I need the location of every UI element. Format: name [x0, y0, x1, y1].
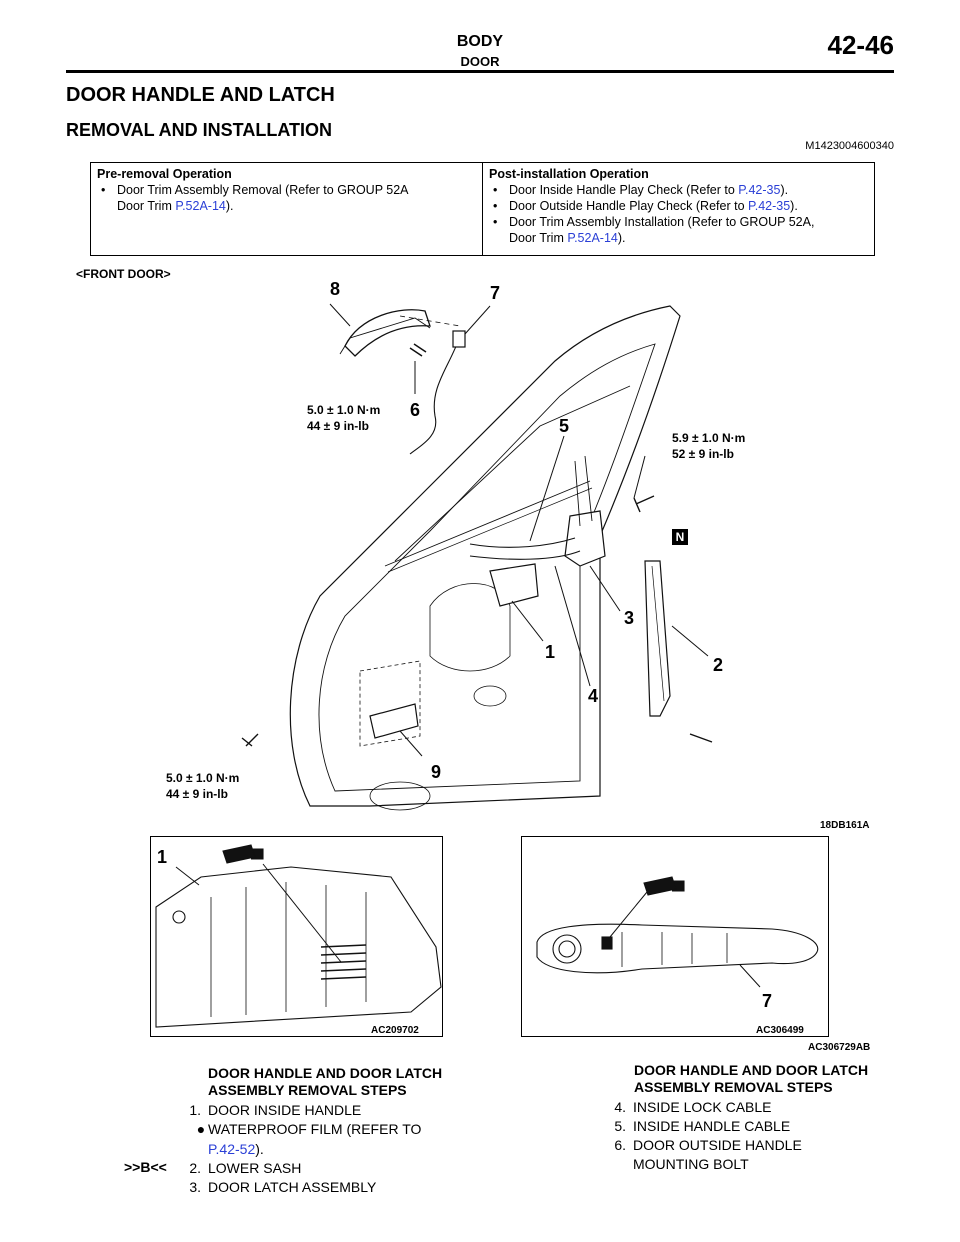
bullet-icon: • — [493, 183, 498, 197]
outside-handle-ribs — [622, 932, 727, 967]
post-item-text: Door Outside Handle Play Check (Refer to — [509, 199, 748, 213]
post-item-line1: Door Trim Assembly Installation (Refer to GROUP 52A, — [509, 215, 815, 229]
bullet-icon: • — [101, 183, 106, 197]
pre-removal-heading: Pre-removal Operation — [97, 167, 232, 181]
inside-handle-spring — [321, 945, 366, 979]
post-item-text: Door Trim — [509, 231, 568, 245]
inside-handle — [490, 564, 538, 606]
step-item — [606, 1136, 906, 1154]
post-item-line2 — [509, 230, 868, 246]
post-item-suffix: ). — [780, 183, 789, 197]
post-item-suffix: ). — [790, 199, 798, 213]
bullet-suffix: ). — [255, 1141, 264, 1157]
step-number: 6. — [614, 1137, 626, 1153]
latch-assembly — [565, 511, 605, 566]
sash-bolt — [690, 734, 712, 742]
grease-tube-icon — [223, 845, 263, 863]
step-item — [606, 1098, 906, 1116]
inside-handle-cable — [470, 551, 580, 559]
step-number: 3. — [189, 1179, 201, 1195]
callout-6: 6 — [410, 400, 421, 420]
inside-handle-body — [156, 867, 441, 1027]
callout-2: 2 — [713, 655, 724, 675]
post-item-link[interactable]: P.42-35 — [748, 199, 791, 213]
outside-handle-frame — [537, 924, 818, 973]
grease-tube-icon — [644, 877, 684, 895]
pre-item-link[interactable]: P.52A-14 — [175, 199, 226, 213]
callout-8: 8 — [330, 279, 341, 299]
post-item — [489, 198, 868, 214]
step-reference-b: >>B<< — [124, 1159, 167, 1175]
step-item — [181, 1178, 481, 1196]
detail-callout-1: 1 — [157, 847, 168, 867]
outside-handle-detail-drawing — [522, 837, 829, 1037]
step-text: DOOR LATCH ASSEMBLY — [208, 1179, 377, 1195]
access-hole-3 — [474, 686, 506, 706]
bullet-text: WATERPROOF FILM (REFER TO — [208, 1121, 422, 1137]
door-belt-line-2 — [388, 488, 592, 572]
sub-title: REMOVAL AND INSTALLATION — [66, 120, 332, 140]
torque-handle-bolt — [307, 402, 380, 434]
callout-4: 4 — [588, 686, 599, 706]
latch-bolt — [634, 496, 654, 512]
left-steps-heading — [208, 1065, 442, 1099]
step-text: DOOR OUTSIDE HANDLE — [633, 1137, 802, 1153]
inside-lock-cable — [470, 538, 575, 547]
callout-9: 9 — [431, 762, 442, 782]
document-id: M1423004600340 — [805, 140, 894, 152]
operations-table — [90, 162, 875, 256]
post-item-link[interactable]: P.42-35 — [738, 183, 781, 197]
cable-connector — [453, 331, 465, 347]
heading-line: DOOR HANDLE AND DOOR LATCH — [208, 1065, 443, 1081]
grease-leader — [610, 892, 647, 937]
section-title: BODY — [456, 33, 504, 50]
main-figure-code: 18DB161A — [820, 820, 870, 831]
callout-7-leader — [740, 965, 760, 987]
checker-bolt — [242, 734, 258, 746]
header-rule — [66, 70, 894, 73]
detail-group-code: AC306729AB — [808, 1042, 871, 1053]
pre-item-suffix: ). — [225, 199, 234, 213]
step-item — [181, 1101, 481, 1119]
post-installation-column — [483, 163, 874, 255]
callout-1-leader — [176, 867, 199, 885]
lower-sash — [645, 561, 670, 716]
detail-figure-inside-handle — [150, 836, 443, 1037]
front-door-label: <FRONT DOOR> — [76, 267, 171, 281]
right-steps-heading — [634, 1062, 868, 1096]
door-exploded-diagram — [160, 276, 880, 836]
outside-handle-clip — [602, 937, 612, 949]
callout-7: 7 — [490, 283, 501, 303]
callout-1: 1 — [545, 642, 556, 662]
detail-figure-outside-handle — [521, 836, 829, 1037]
outside-handle-lock-cylinder-inner — [559, 941, 575, 957]
door-panel-outline — [290, 306, 680, 806]
post-item-suffix: ). — [617, 231, 626, 245]
grease-leader — [263, 864, 341, 962]
torque-inlb: 52 ± 9 in-lb — [672, 447, 734, 461]
step-number: 2. — [189, 1160, 201, 1176]
door-belt-line — [385, 481, 590, 566]
torque-inlb: 44 ± 9 in-lb — [307, 419, 369, 433]
door-checker — [370, 704, 418, 738]
main-title: DOOR HANDLE AND LATCH — [66, 84, 335, 106]
inside-handle-ribs — [211, 882, 366, 1017]
torque-inlb: 44 ± 9 in-lb — [166, 787, 228, 801]
torque-latch-bolt — [672, 430, 745, 462]
step-text: LOWER SASH — [208, 1160, 302, 1176]
step-text: INSIDE LOCK CABLE — [633, 1099, 772, 1115]
callout-5: 5 — [559, 416, 570, 436]
detail-callout-7: 7 — [762, 991, 773, 1011]
post-item — [489, 214, 868, 246]
torque-checker-bolt — [166, 770, 239, 802]
detail-right-code: AC306499 — [756, 1025, 804, 1036]
heading-line: ASSEMBLY REMOVAL STEPS — [634, 1079, 833, 1095]
inside-handle-hole — [173, 911, 185, 923]
post-item — [489, 182, 868, 198]
access-hole-4 — [370, 782, 430, 810]
step-text: INSIDE HANDLE CABLE — [633, 1118, 791, 1134]
step-text: DOOR INSIDE HANDLE — [208, 1102, 362, 1118]
outside-handle-base — [340, 318, 430, 354]
page-number: 42-46 — [827, 30, 894, 60]
replace-part-badge: N — [672, 529, 688, 545]
waterproof-film-link[interactable]: P.42-52 — [208, 1141, 256, 1157]
heading-line: DOOR HANDLE AND DOOR LATCH — [634, 1062, 869, 1078]
step-item-continued: MOUNTING BOLT — [633, 1156, 749, 1172]
outside-handle-lock-cylinder — [553, 935, 581, 963]
step-item — [606, 1117, 906, 1135]
post-item-link[interactable]: P.52A-14 — [567, 231, 618, 245]
torque-nm: 5.0 ± 1.0 N·m — [307, 403, 381, 417]
bullet-icon: • — [493, 199, 498, 213]
bullet-icon: ● — [196, 1121, 206, 1137]
outside-handle — [345, 310, 430, 356]
detail-left-code: AC209702 — [371, 1025, 419, 1036]
pre-item-line1: Door Trim Assembly Removal (Refer to GROUP 52A — [117, 183, 409, 197]
pre-removal-column — [91, 163, 483, 255]
bullet-line2 — [208, 1140, 264, 1158]
pre-item-text: Door Trim — [117, 199, 176, 213]
torque-nm: 5.9 ± 1.0 N·m — [672, 431, 746, 445]
step-number: 5. — [614, 1118, 626, 1134]
inside-handle-detail-drawing — [151, 837, 443, 1037]
heading-line: ASSEMBLY REMOVAL STEPS — [208, 1082, 407, 1098]
pre-item-line2 — [117, 198, 476, 214]
step-number: 4. — [614, 1099, 626, 1115]
subsection-title: DOOR — [460, 54, 500, 69]
callout-3: 3 — [624, 608, 635, 628]
pre-removal-item — [97, 182, 476, 214]
step-number: 1. — [189, 1102, 201, 1118]
post-installation-heading: Post-installation Operation — [489, 167, 649, 181]
torque-nm: 5.0 ± 1.0 N·m — [166, 771, 240, 785]
bullet-icon: • — [493, 215, 498, 229]
step-item — [181, 1159, 481, 1177]
post-item-text: Door Inside Handle Play Check (Refer to — [509, 183, 739, 197]
handle-bolt — [410, 344, 426, 356]
